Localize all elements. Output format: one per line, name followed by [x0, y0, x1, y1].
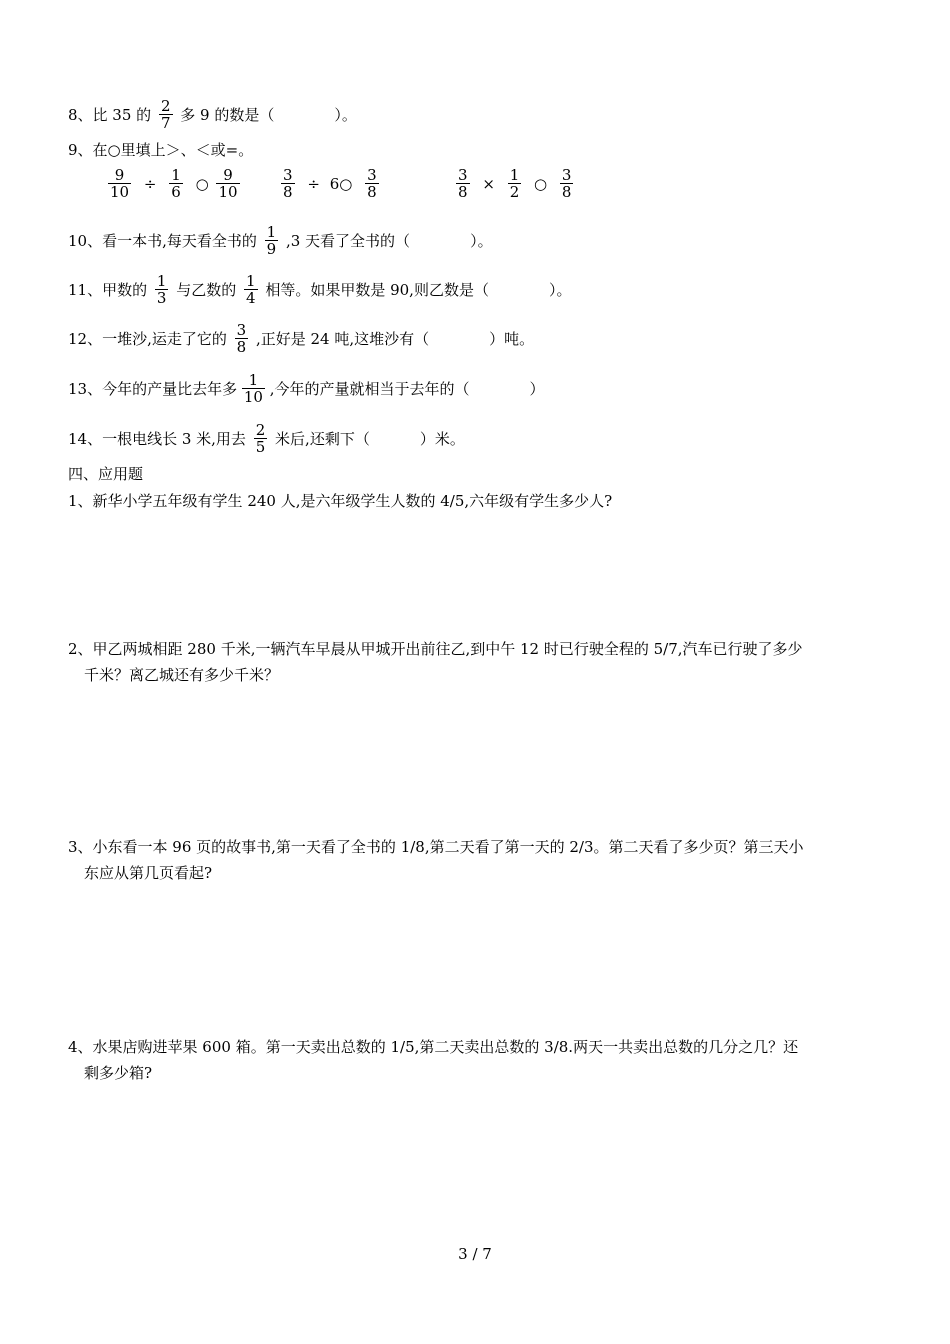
- q14-fraction: $\frac{2}{5}$: [255, 421, 266, 456]
- q8-text-c: ）。: [334, 105, 357, 124]
- question-14: 14、一根电线长 3 米,用去 $\frac{2}{5}$ 米后,还剩下（ ）米。: [68, 421, 465, 456]
- q8-text-a: 8、比 35 的: [68, 105, 152, 124]
- problem-4: 4、水果店购进苹果 600 箱。第一天卖出总数的 1/5,第二天卖出总数的 3/8.两天一共卖出总数的几分之几？还 剩多少箱?: [68, 1038, 799, 1082]
- problem-3: 3、小东看一本 96 页的故事书,第一天看了全书的 1/8,第二天看了第一天的 2/3。第二天看了多少页？第三天小 东应从第几页看起?: [68, 838, 804, 882]
- question-13: 13、今年的产量比去年多 $\frac{1}{10}$ ,今年的产量就相当于去年的（ ）: [68, 371, 545, 406]
- q11-fraction-1: $\frac{1}{3}$: [156, 272, 167, 307]
- page-number: 3 / 7: [458, 1245, 492, 1263]
- section-heading: 四、应用题: [68, 465, 144, 483]
- compare-circle: ○: [534, 174, 548, 193]
- divide-symbol: ÷: [307, 174, 320, 193]
- question-12: 12、一堆沙,运走了它的 $\frac{3}{8}$ ,正好是 24 吨,这堆沙有（ ）吨。: [68, 321, 535, 356]
- problem-1: 1、新华小学五年级有学生 240 人,是六年级学生人数的 4/5,六年级有学生多少人?: [68, 492, 613, 510]
- q8-fraction: $\frac{2}{7}$: [160, 97, 171, 132]
- q9-expression-3: $\frac{3}{8}$ × $\frac{1}{2}$ ○ $\frac{3}{8}$: [458, 166, 572, 201]
- q10-fraction: $\frac{1}{9}$: [266, 223, 277, 258]
- q12-fraction: $\frac{3}{8}$: [236, 321, 247, 356]
- q13-fraction: $\frac{1}{10}$: [243, 371, 263, 406]
- q8-text-b: 多 9 的数是（: [180, 105, 275, 124]
- q9-expression-2: $\frac{3}{8}$ ÷ 6○ $\frac{3}{8}$: [283, 166, 377, 201]
- question-10: 10、看一本书,每天看全书的 $\frac{1}{9}$ ,3 天看了全书的（ ）。: [68, 223, 493, 258]
- question-8: [68, 98, 357, 131]
- divide-symbol: ÷: [143, 174, 157, 193]
- problem-2: 2、甲乙两城相距 280 千米,一辆汽车早晨从甲城开出前往乙,到中午 12 时已行驶全程的 5/7,汽车已行驶了多少 千米？离乙城还有多少千米？: [68, 640, 803, 684]
- q11-fraction-2: $\frac{1}{4}$: [246, 272, 256, 307]
- question-9: 9、在○里填上＞、＜或=。: [68, 141, 254, 159]
- multiply-symbol: ×: [482, 174, 495, 193]
- question-11: 11、甲数的 $\frac{1}{3}$ 与乙数的 $\frac{1}{4}$ 相等。如果甲数是 90,则乙数是（ ）。: [68, 272, 572, 307]
- q9-expression-1: $\frac{9}{10}$ ÷ $\frac{1}{6}$ ○ $\frac{9}{10}$: [110, 166, 238, 201]
- compare-circle: 6○: [329, 174, 353, 193]
- compare-circle: ○: [195, 174, 209, 193]
